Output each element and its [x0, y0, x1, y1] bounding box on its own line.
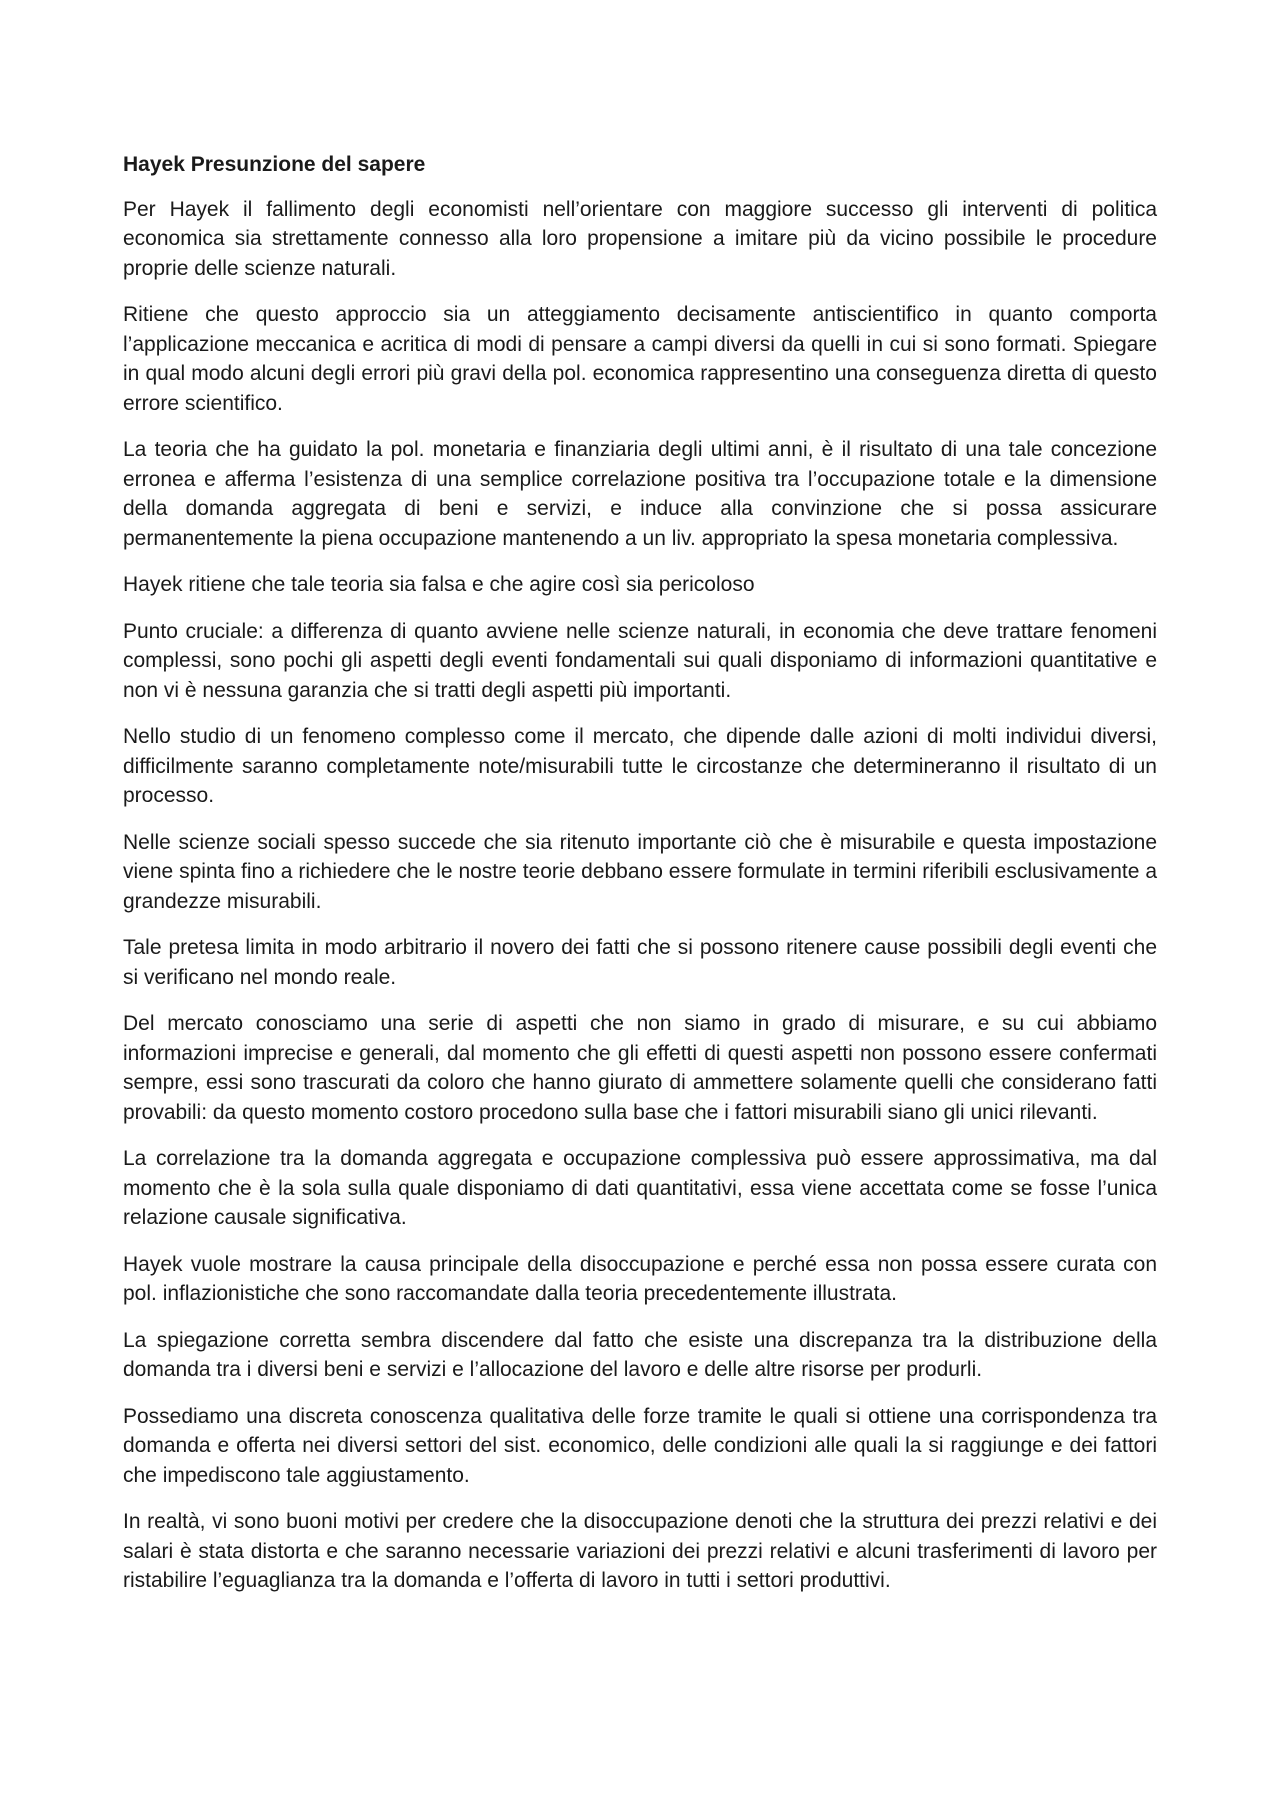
- paragraph: Hayek vuole mostrare la causa principale della disoccupazione e perché essa non possa essere curata con pol. inflazionistiche che sono raccomandate dalla teoria precedentemente illustrata.: [123, 1252, 1157, 1305]
- document-title: Hayek Presunzione del sapere: [123, 153, 426, 176]
- paragraph: Nelle scienze sociali spesso succede che sia ritenuto importante ciò che è misurabile e questa impostazione viene spinta fino a richiedere che le nostre teorie debbano essere formulate in termini riferibili esclusivamente a grandezze misurabili.: [123, 830, 1157, 913]
- paragraph: Possediamo una discreta conoscenza qualitativa delle forze tramite le quali si ottiene una corrispondenza tra domanda e offerta nei diversi settori del sist. economico, delle condizioni alle quali la si raggiunge e dei fattori che impediscono tale aggiustamento.: [123, 1404, 1157, 1487]
- paragraph: Nello studio di un fenomeno complesso come il mercato, che dipende dalle azioni di molti individui diversi, difficilmente saranno completamente note/misurabili tutte le circostanze che determineranno il risultato di un processo.: [123, 725, 1157, 807]
- paragraph: Hayek ritiene che tale teoria sia falsa e che agire così sia pericoloso: [123, 573, 755, 596]
- paragraph: Punto cruciale: a differenza di quanto avviene nelle scienze naturali, in economia che deve trattare fenomeni complessi, sono pochi gli aspetti degli eventi fondamentali sui quali disponiamo di informazioni quantitative e non vi è nessuna garanzia che si tratti degli aspetti più importanti.: [123, 619, 1157, 702]
- paragraph: La correlazione tra la domanda aggregata e occupazione complessiva può essere approssimativa, ma dal momento che è la sola sulla quale disponiamo di dati quantitativi, essa viene accettata come se fosse l’unica relazione causale significativa.: [123, 1147, 1157, 1229]
- paragraph: La spiegazione corretta sembra discendere dal fatto che esiste una discrepanza tra la distribuzione della domanda tra i diversi beni e servizi e l’allocazione del lavoro e delle altre risorse per produrli.: [123, 1328, 1157, 1381]
- paragraph: Tale pretesa limita in modo arbitrario il novero dei fatti che si possono ritenere cause possibili degli eventi che si verificano nel mondo reale.: [123, 936, 1157, 989]
- paragraph: Del mercato conosciamo una serie di aspetti che non siamo in grado di misurare, e su cui abbiamo informazioni imprecise e generali, dal momento che gli effetti di questi aspetti non possono essere confermati sempre, essi sono trascurati da coloro che hanno giurato di ammettere solamente quelli che considerano fatti provabili: da questo momento costoro procedono sulla base che i fattori misurabili siano gli unici rilevanti.: [123, 1012, 1157, 1124]
- document-body: [123, 150, 1157, 1613]
- paragraph: Per Hayek il fallimento degli economisti nell’orientare con maggiore successo gli interventi di politica economica sia strettamente connesso alla loro propensione a imitare più da vicino possibile le procedure proprie delle scienze naturali.: [123, 197, 1157, 280]
- paragraph: In realtà, vi sono buoni motivi per credere che la disoccupazione denoti che la struttura dei prezzi relativi e dei salari è stata distorta e che saranno necessarie variazioni dei prezzi relativi e alcuni trasferimenti di lavoro per ristabilire l’eguaglianza tra la domanda e l’offerta di lavoro in tutti i settori produttivi.: [123, 1510, 1157, 1592]
- paragraph: Ritiene che questo approccio sia un atteggiamento decisamente antiscientifico in quanto comporta l’applicazione meccanica e acritica di modi di pensare a campi diversi da quelli in cui si sono formati. Spiegare in qual modo alcuni degli errori più gravi della pol. economica rappresentino una conseguenza diretta di questo errore scientifico.: [123, 303, 1157, 415]
- paragraph: La teoria che ha guidato la pol. monetaria e finanziaria degli ultimi anni, è il risultato di una tale concezione erronea e afferma l’esistenza di una semplice correlazione positiva tra l’occupazione totale e la dimensione della domanda aggregata di beni e servizi, e induce alla convinzione che si possa assicurare permanentemente la piena occupazione mantenendo a un liv. appropriato la spesa monetaria complessiva.: [123, 438, 1157, 550]
